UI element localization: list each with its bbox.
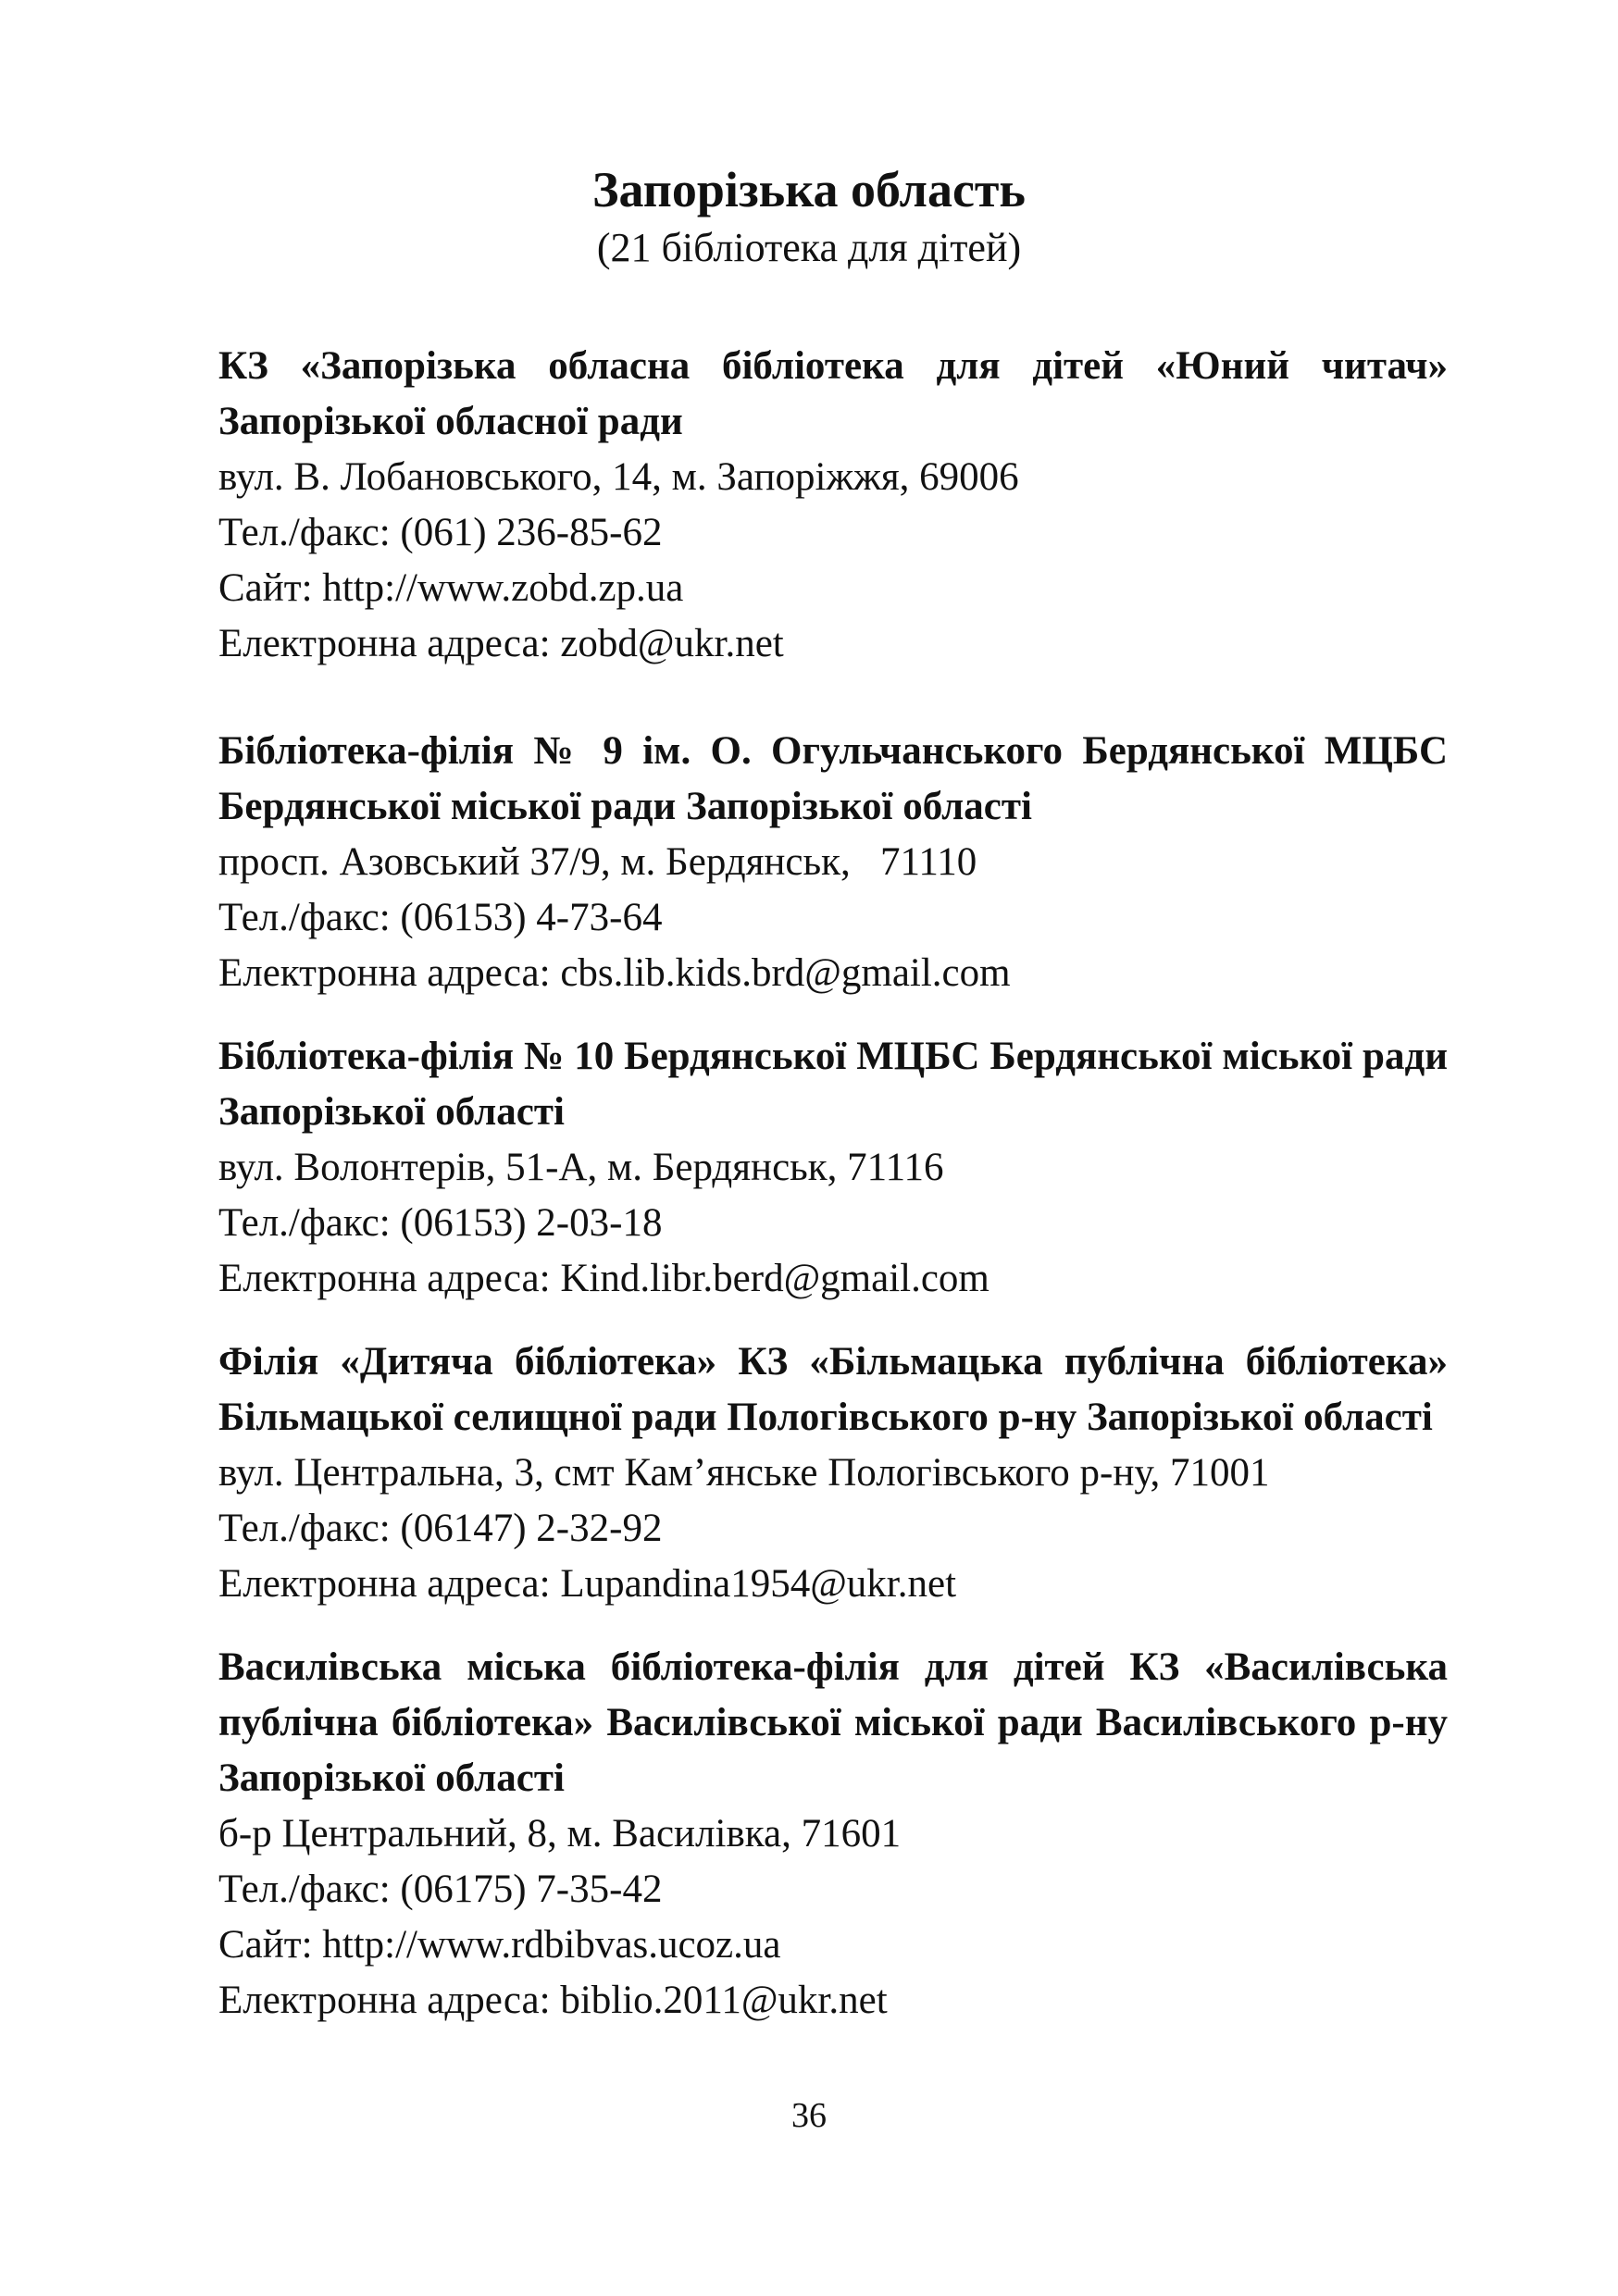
library-address: просп. Азовський 37/9, м. Бердянськ, 71110 [218,840,977,884]
library-phone: Тел./факс: (061) 236-85-62 [218,511,663,554]
library-name: Бібліотека-філія № 9 ім. О. Огульчанського Бердянської МЦБС Бердянської міської ради Запорізької області [218,729,1448,828]
library-phone: Тел./факс: (06153) 4-73-64 [218,896,663,939]
library-email: Електронна адреса: cbs.lib.kids.brd@gmail.com [218,951,1011,995]
library-name: Василівська міська бібліотека-філія для дітей КЗ «Василівська публічна бібліотека» Василівської міської ради Василівського р-ну Запорізької області [218,1645,1448,1800]
library-site: Сайт: http://www.zobd.zp.ua [218,566,684,610]
library-address: вул. Волонтерів, 51-А, м. Бердянськ, 71116 [218,1146,944,1189]
library-name: Бібліотека-філія № 10 Бердянської МЦБС Бердянської міської ради Запорізької області [218,1035,1448,1134]
page-header [0,157,1618,274]
library-entry [218,339,1448,672]
library-name: Філія «Дитяча бібліотека» КЗ «Більмацька публічна бібліотека» Більмацької селищної ради Пологівського р-ну Запорізької області [218,1340,1448,1439]
library-entry [218,1029,1448,1307]
library-email: Електронна адреса: Kind.libr.berd@gmail.com [218,1257,989,1300]
library-address: вул. Центральна, 3, смт Кам’янське Пологівського р-ну, 71001 [218,1451,1270,1495]
library-address: вул. В. Лобановського, 14, м. Запоріжжя, 69006 [218,455,1019,499]
library-phone: Тел./факс: (06153) 2-03-18 [218,1201,663,1245]
library-email: Електронна адреса: zobd@ukr.net [218,622,784,665]
library-entry [218,1640,1448,2029]
page-subtitle: (21 бібліотека для дітей) [596,225,1022,270]
library-email: Електронна адреса: biblio.2011@ukr.net [218,1979,888,2022]
library-site: Сайт: http://www.rdbibvas.ucoz.ua [218,1923,781,1967]
library-entry [218,724,1448,1001]
library-phone: Тел./факс: (06175) 7-35-42 [218,1868,663,1911]
library-address: б-р Центральний, 8, м. Василівка, 71601 [218,1812,902,1855]
library-email: Електронна адреса: Lupandina1954@ukr.net [218,1562,957,1606]
page-title: Запорізька область [592,162,1026,217]
page-number: 36 [791,2096,827,2135]
library-list [218,339,1448,2029]
library-entry [218,1334,1448,1612]
library-name: КЗ «Запорізька обласна бібліотека для дітей «Юний читач» Запорізької обласної ради [218,344,1448,443]
library-phone: Тел./факс: (06147) 2-32-92 [218,1507,663,1550]
